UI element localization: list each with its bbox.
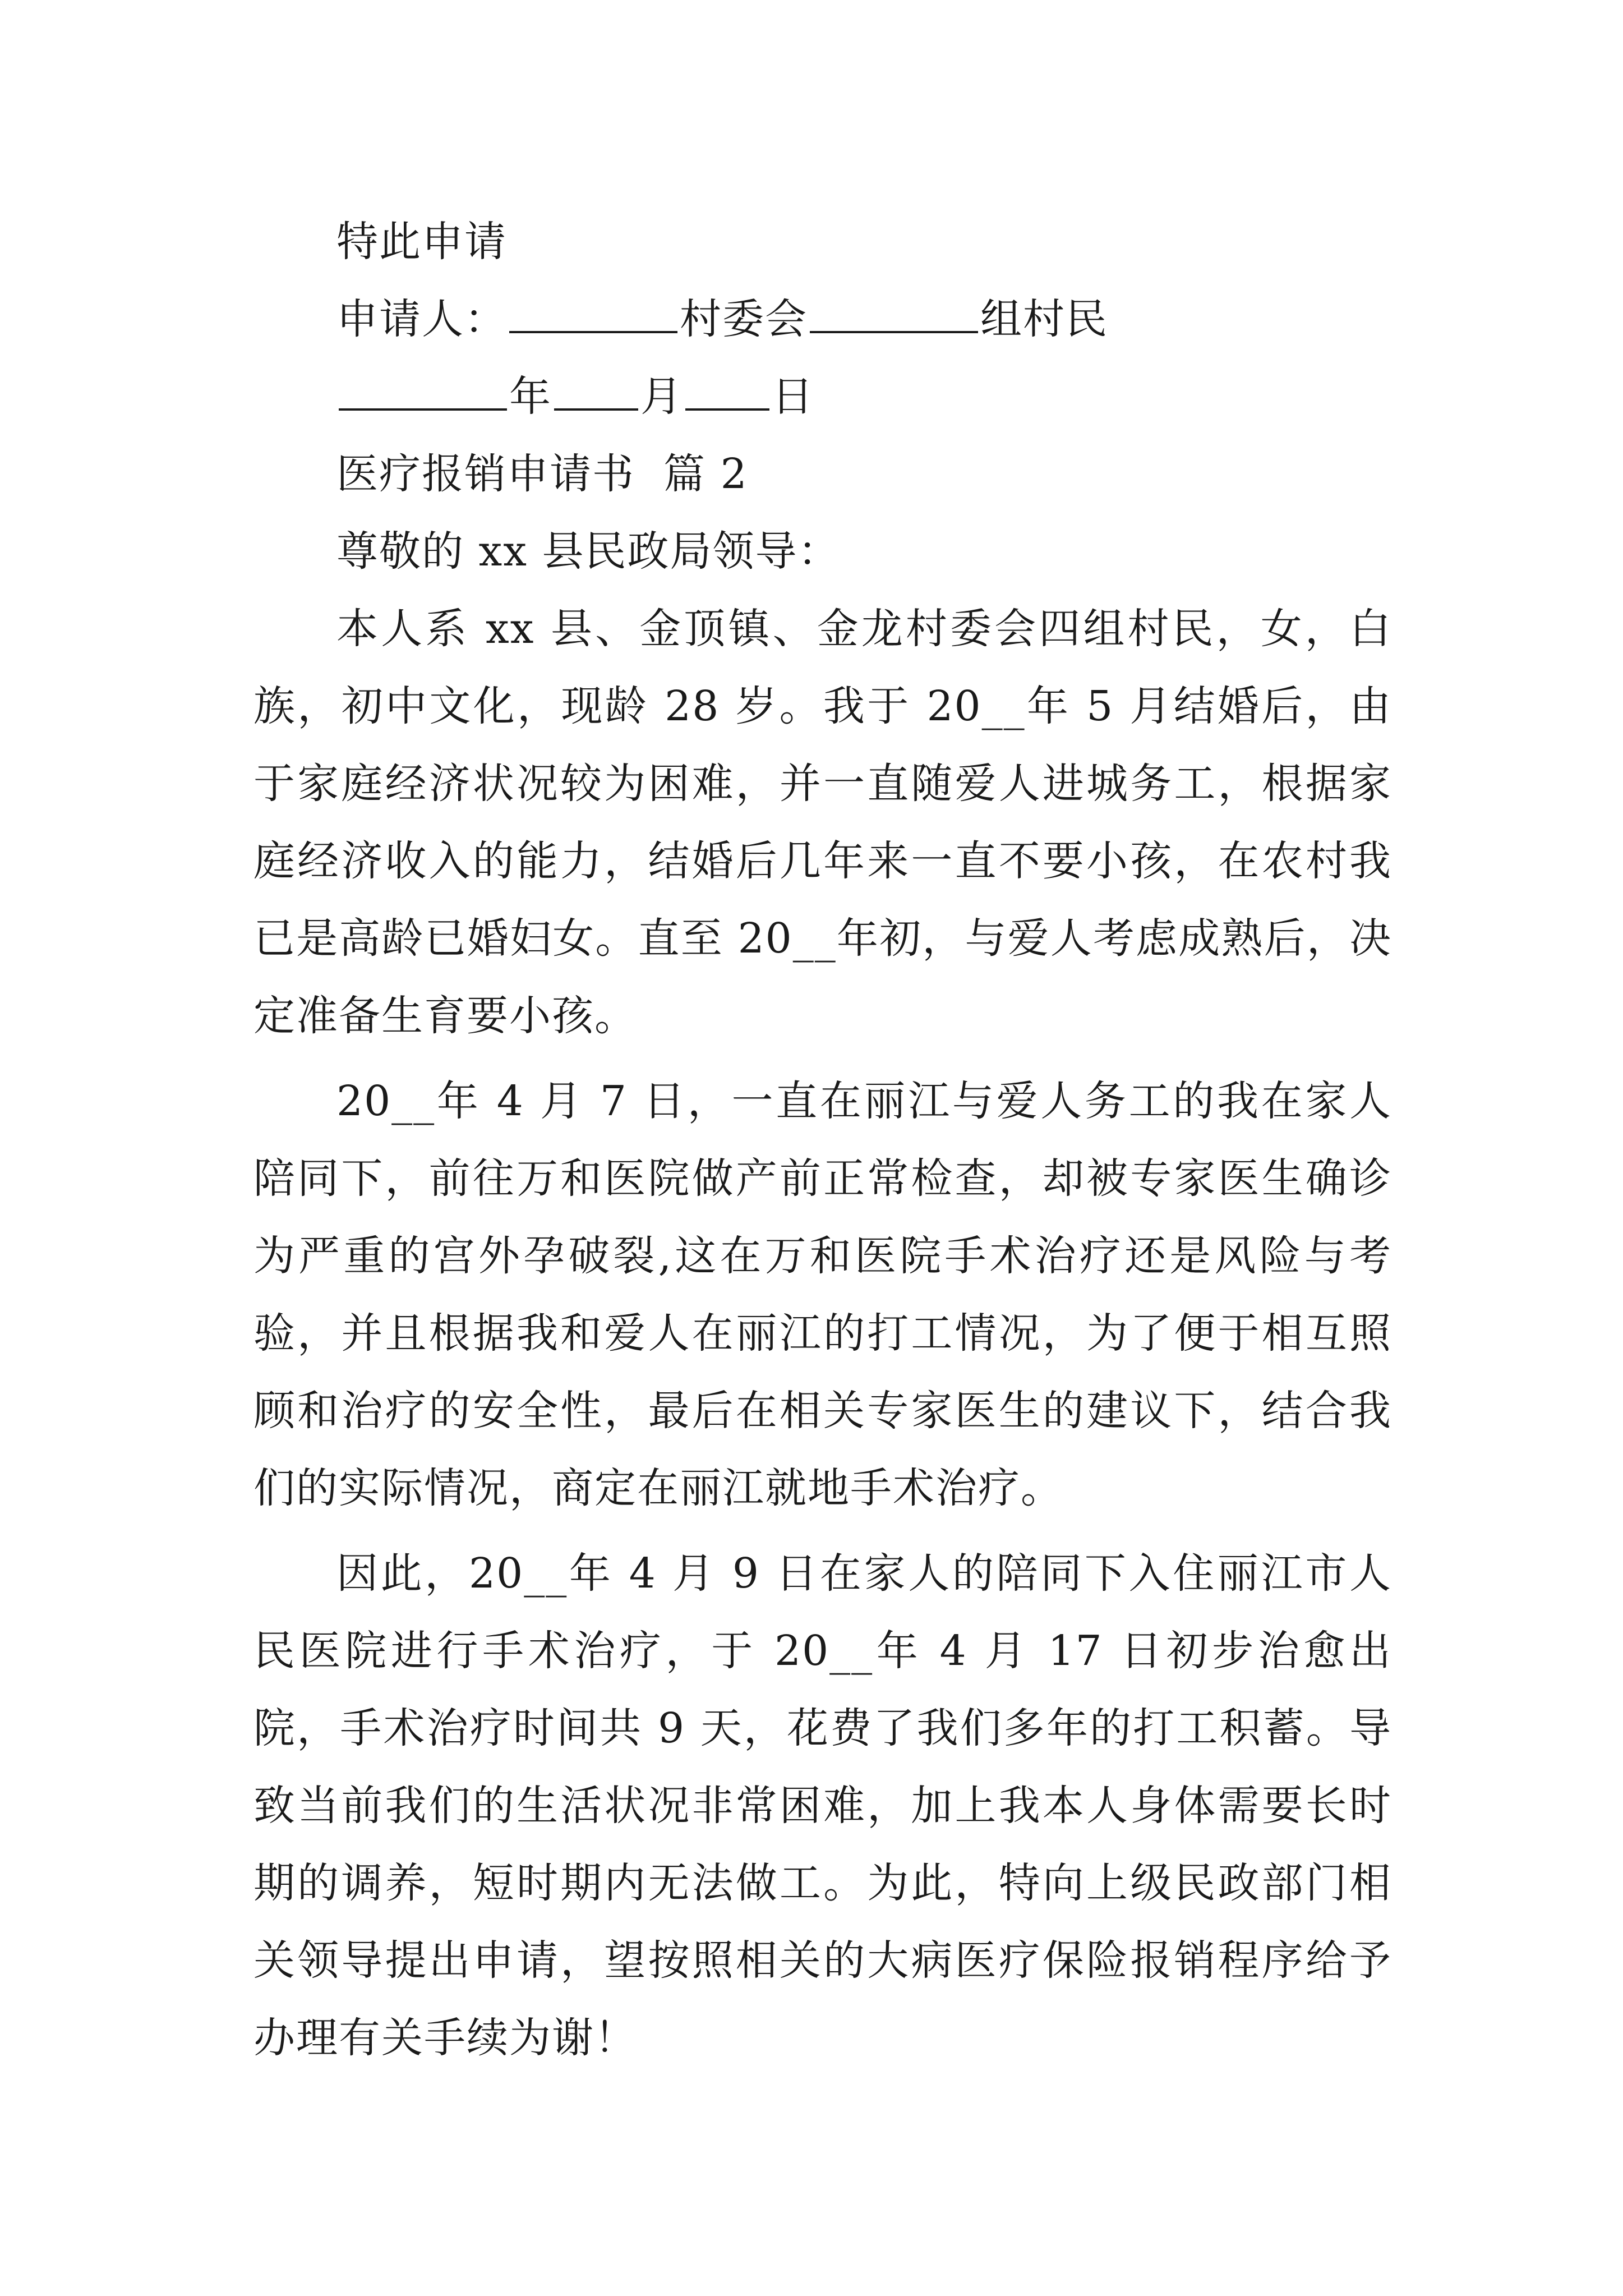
date-line — [253, 358, 1392, 435]
village-blank — [509, 296, 677, 333]
village-committee-text: 村委会 — [680, 295, 808, 343]
document-body — [253, 203, 1392, 2077]
section-title — [253, 435, 1392, 513]
paragraph-2: 20__年 4 月 7 日，一直在丽江与爱人务工的我在家人陪同下，前往万和医院做产前正常检查，却被专家医生确诊为严重的宫外孕破裂,这在万和医院手术治疗还是风险与考验，并且根据我和爱人在丽江的打工情况，为了便于相互照顾和治疗的安全性，最后在相关专家医生的建议下，结合我们的实际情况，商定在丽江就地手术治疗。 — [253, 1077, 1392, 1512]
year-blank — [339, 374, 507, 411]
month-blank — [554, 374, 638, 411]
year-text: 年 — [509, 372, 552, 421]
paragraph-1: 本人系 xx 县、金顶镇、金龙村委会四组村民，女，白族，初中文化，现龄 28 岁。我于 20__年 5 月结婚后，由于家庭经济状况较为困难，并一直随爱人进城务工，根据家庭经济收入的能力，结婚后几年来一直不要小孩，在农村我已是高龄已婚妇女。直至 20__年初，与爱人考虑成熟后，决定准备生育要小孩。 — [253, 605, 1392, 1040]
group-villager-text: 组村民 — [980, 295, 1108, 343]
salutation-text: 尊敬的 xx 县民政局领导： — [336, 527, 841, 576]
day-text: 日 — [772, 372, 814, 421]
closing-text: 特此申请 — [336, 218, 507, 266]
applicant-label: 申请人： — [336, 295, 507, 343]
group-blank — [810, 296, 978, 333]
month-text: 月 — [640, 372, 683, 421]
paragraph-3: 因此，20__年 4 月 9 日在家人的陪同下入住丽江市人民医院进行手术治疗，于 20__年 4 月 17 日初步治愈出院，手术治疗时间共 9 天，花费了我们多年的打工积蓄。导致当前我们的生活状况非常困难，加上我本人身体需要长时期的调养，短时期内无法做工。为此，特向上级民政部门相关领导提出申请，望按照相关的大病医疗保险报销程序给予办理有关手续为谢！ — [253, 1549, 1392, 2062]
salutation-line — [253, 513, 1392, 590]
closing-line — [253, 203, 1392, 280]
section-title-text: 医疗报销申请书 篇 2 — [336, 450, 748, 498]
applicant-line — [253, 280, 1392, 358]
day-blank — [685, 374, 769, 411]
